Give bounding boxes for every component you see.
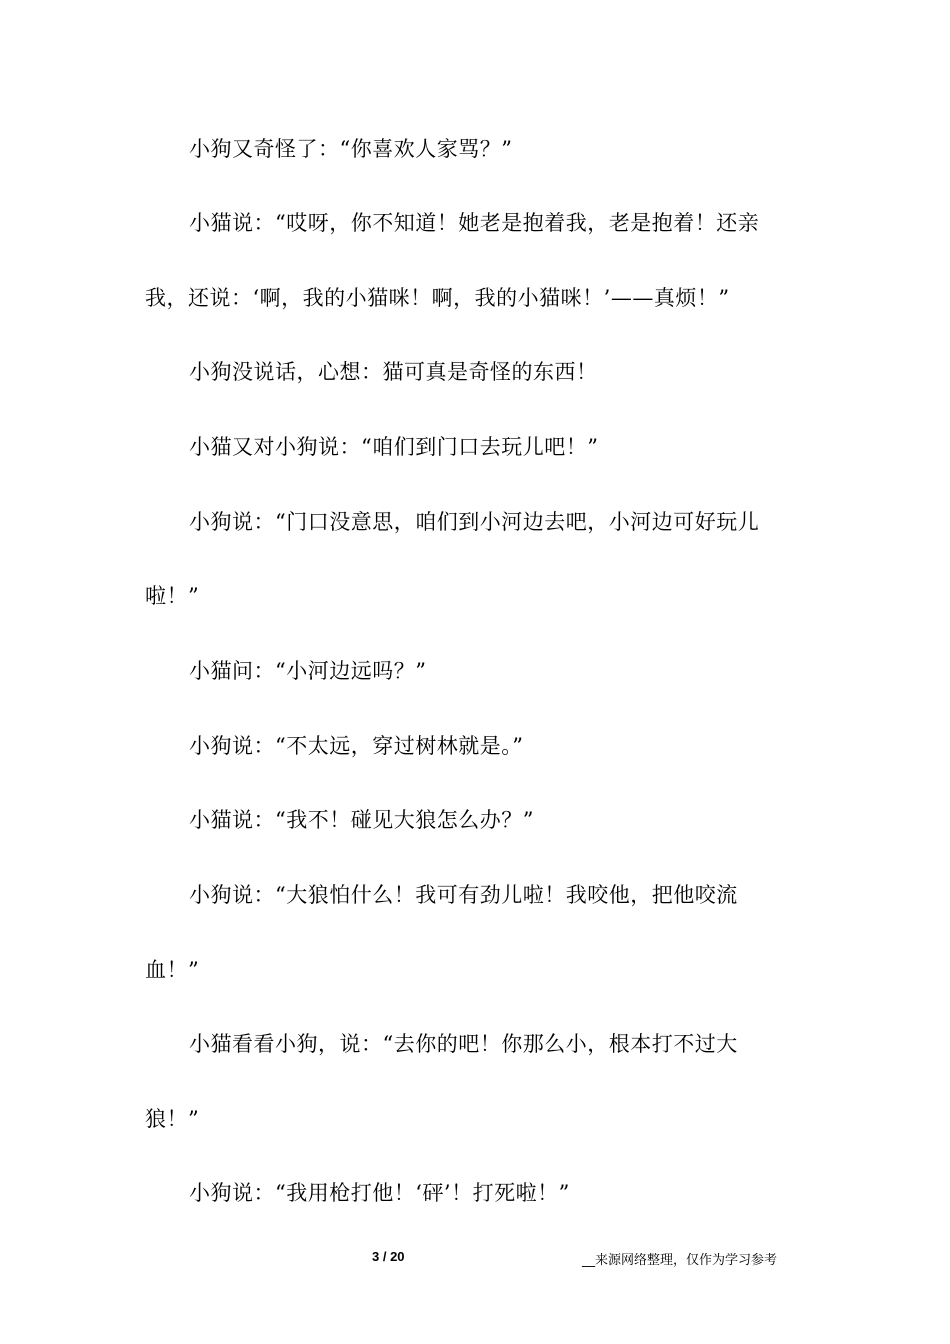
paragraph-line: 啦！” <box>145 584 200 608</box>
paragraph-line: 小狗说：“门口没意思，咱们到小河边去吧，小河边可好玩儿 <box>189 510 760 534</box>
paragraph-line: 狼！” <box>145 1107 200 1131</box>
paragraph-line: 小猫又对小狗说：“咱们到门口去玩儿吧！” <box>189 435 599 459</box>
paragraph-line: 小狗说：“不太远，穿过树林就是。” <box>189 734 524 758</box>
paragraph-line: 小狗说：“我用枪打他！‘砰’！打死啦！” <box>189 1181 570 1205</box>
footer-note: __来源网络整理，仅作为学习参考 <box>582 1253 778 1268</box>
paragraph-line: 我，还说：‘啊，我的小猫咪！啊，我的小猫咪！’——真烦！” <box>145 286 730 310</box>
paragraph-line: 血！” <box>145 958 200 982</box>
paragraph-line: 小狗说：“大狼怕什么！我可有劲儿啦！我咬他，把他咬流 <box>189 883 738 907</box>
paragraph-line: 小猫说：“我不！碰见大狼怎么办？” <box>189 808 534 832</box>
page-indicator: 3 / 20 <box>372 1249 405 1264</box>
paragraph-line: 小猫看看小狗，说：“去你的吧！你那么小，根本打不过大 <box>189 1032 738 1056</box>
paragraph-line: 小猫说：“哎呀，你不知道！她老是抱着我，老是抱着！还亲 <box>189 211 760 235</box>
paragraph-line: 小狗没说话，心想：猫可真是奇怪的东西！ <box>189 360 598 384</box>
paragraph-line: 小猫问：“小河边远吗？” <box>189 659 427 683</box>
paragraph-line: 小狗又奇怪了：“你喜欢人家骂？” <box>189 137 513 161</box>
